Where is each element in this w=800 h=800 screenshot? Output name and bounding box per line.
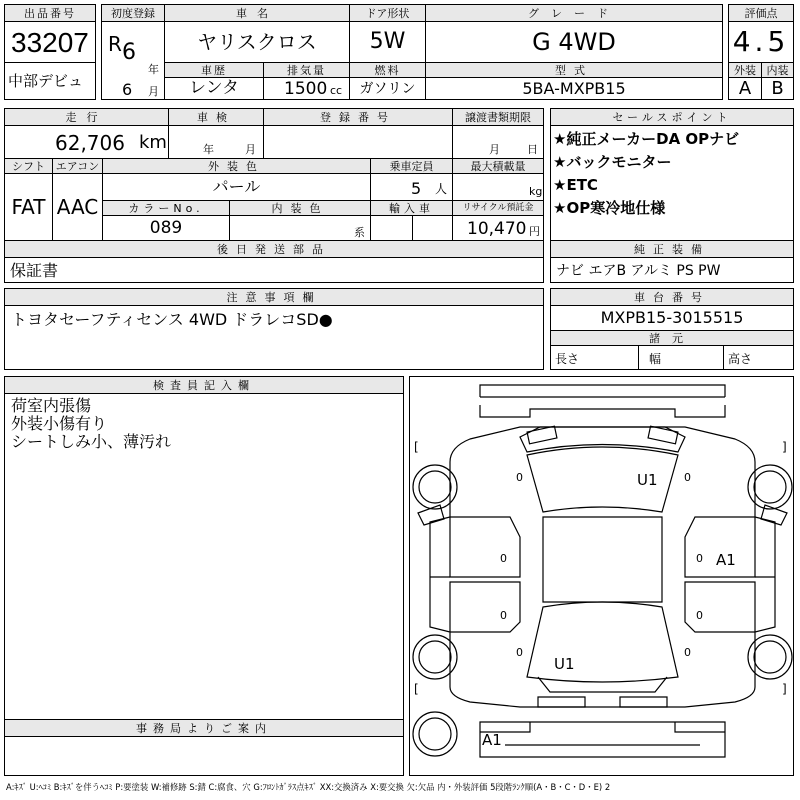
model-value: 5BA-MXPB15 [425,77,723,100]
recycle-label: リサイクル預託金 [452,200,544,216]
sales-cell [550,125,794,241]
zero-mark: 0 [696,552,703,565]
displacement-label: 排気量 [263,62,350,78]
dims-width [638,345,724,370]
mark-u1-top: U1 [637,471,658,489]
dims-length [550,345,639,370]
genuine-label: 純正装備 [550,240,794,258]
bracket-right-top: ] [782,440,787,454]
score-value: 4.5 [728,21,794,63]
transfer-label: 譲渡書類期限 [452,108,544,126]
notes-value: トヨタセーフティセンス 4WD ドラレコSD● [11,310,333,329]
plate-cell [263,125,453,159]
exterior-color-value: パール [102,173,371,201]
name-value: ヤリスクロス [164,21,350,63]
load-label: 最大積載量 [452,158,544,174]
inspector-line-3: シートしみ小、薄汚れ [11,432,172,451]
displacement-value: 1500 [284,79,328,99]
plate-label: 登録番号 [263,108,453,126]
notes-label: 注意事項欄 [4,288,544,306]
mark-a1-right: A1 [716,551,736,569]
sales-point-4: ★OP寒冷地仕様 [553,199,666,217]
sales-point-3: ★ETC [553,176,598,194]
reg-era: R [108,32,122,56]
fuel-value: ガソリン [349,77,426,100]
aircon-label: エアコン [52,158,103,174]
debut-label: 中部デビュ [8,72,84,90]
transfer-day-unit: 日 [527,143,538,156]
score-ext-label: 外装 [728,62,762,78]
inspector-line-2: 外装小傷有り [11,414,108,433]
bracket-right-bottom: ] [782,682,787,696]
sales-point-1: ★純正メーカーDA OPナビ [553,130,740,148]
zero-mark: 0 [500,609,507,622]
capacity-unit: 人 [435,182,448,196]
inspector-line-1: 荷室内張傷 [11,396,92,415]
bracket-left-top: [ [414,440,419,454]
capacity-label: 乗車定員 [370,158,453,174]
shift-value: FAT [4,173,53,241]
capacity-value: 5 [411,179,422,198]
reg-year-unit: 年 [148,63,159,76]
later-parts-label: 後日発送部品 [4,240,544,258]
inspector-label: 検査員記入欄 [4,376,404,394]
zero-mark: 0 [684,646,691,659]
model-label: 型式 [425,62,723,78]
mark-u1-bottom: U1 [554,655,575,673]
inspection-cell [168,125,264,159]
later-parts-value: 保証書 [10,261,59,280]
length-label: 長さ [555,352,580,366]
dims-label: 諸元 [550,330,794,346]
inspection-label: 車検 [168,108,264,126]
door-label: ドア形状 [349,4,426,22]
zero-mark: 0 [684,471,691,484]
import-label: 輸入車 [370,200,453,216]
history-value: レンタ [164,77,264,100]
import-divider [412,215,413,241]
reg-month: 6 [122,80,133,99]
mileage-unit: km [139,132,167,153]
debut-cell [4,62,96,100]
sales-point-2: ★バックモニター [553,153,672,171]
interior-color-label: 内装色 [229,200,371,216]
capacity-cell [370,173,453,201]
lot-number: 33207 [11,27,89,58]
zero-mark: 0 [516,471,523,484]
recycle-cell [452,215,544,241]
notes-cell [4,305,544,370]
score-int: B [761,77,794,100]
shift-label: シフト [4,158,53,174]
car-diagram [409,376,794,776]
width-label: 幅 [649,352,662,366]
genuine-cell [550,257,794,283]
height-label: 高さ [728,352,753,366]
dims-height [723,345,794,370]
recycle-unit: 円 [529,225,540,238]
mileage-cell [4,125,169,159]
load-cell [452,173,544,201]
car-outline [410,377,795,777]
aircon-value: AAC [52,173,103,241]
reg-label: 初度登録 [101,4,165,22]
transfer-cell [452,125,544,159]
recycle-value: 10,470 [467,219,527,239]
color-no-label: カラーNo. [102,200,230,216]
name-label: 車名 [164,4,350,22]
office-cell [4,736,404,776]
mileage-value: 62,706 [55,131,125,155]
lot-number-cell [4,21,96,63]
grade-value: G 4WD [425,21,723,63]
reg-year: 6 [122,40,136,65]
interior-color-cell [229,215,371,241]
displacement-cell [263,77,350,100]
grade-label: グレード [425,4,723,22]
sales-label: セールスポイント [550,108,794,126]
exterior-color-label: 外装色 [102,158,371,174]
score-int-label: 内装 [761,62,794,78]
lot-label: 出品番号 [4,4,96,22]
displacement-unit: cc [330,84,343,97]
bracket-left-bottom: [ [414,682,419,696]
load-unit: kg [529,185,543,198]
inspection-year-unit: 年 [203,143,214,156]
history-label: 車歴 [164,62,264,78]
office-label: 事務局よりご案内 [4,719,404,737]
inspection-month-unit: 月 [245,143,256,156]
reg-month-unit: 月 [148,85,159,98]
color-no-value: 089 [102,215,230,241]
legend-text: A:ｷｽﾞ U:ﾍｺﾐ B:ｷｽﾞを伴うﾍｺﾐ P:要塗装 W:補修跡 S:錆 C:腐食、穴 G:ﾌﾛﾝﾄｶﾞﾗｽ点ｷｽﾞ XX:交換済み X:要交換 欠:欠品 内・外装評価 5段階ﾗﾝｸ順(A・B・C・D・E) 2 [6,782,611,792]
later-parts-cell [4,257,544,283]
zero-mark: 0 [516,646,523,659]
chassis-value: MXPB15-3015515 [550,305,794,331]
inspector-cell [4,393,404,720]
transfer-month-unit: 月 [489,143,500,156]
genuine-value: ナビ エアB アルミ PS PW [556,263,721,279]
chassis-label: 車台番号 [550,288,794,306]
mark-a1-bottom: A1 [482,731,502,749]
reg-cell [101,21,165,100]
zero-mark: 0 [696,609,703,622]
door-value: 5W [349,21,426,63]
mileage-label: 走行 [4,108,169,126]
score-ext: A [728,77,762,100]
fuel-label: 燃料 [349,62,426,78]
score-label: 評価点 [728,4,794,22]
interior-color-unit: 系 [354,226,365,239]
zero-mark: 0 [500,552,507,565]
